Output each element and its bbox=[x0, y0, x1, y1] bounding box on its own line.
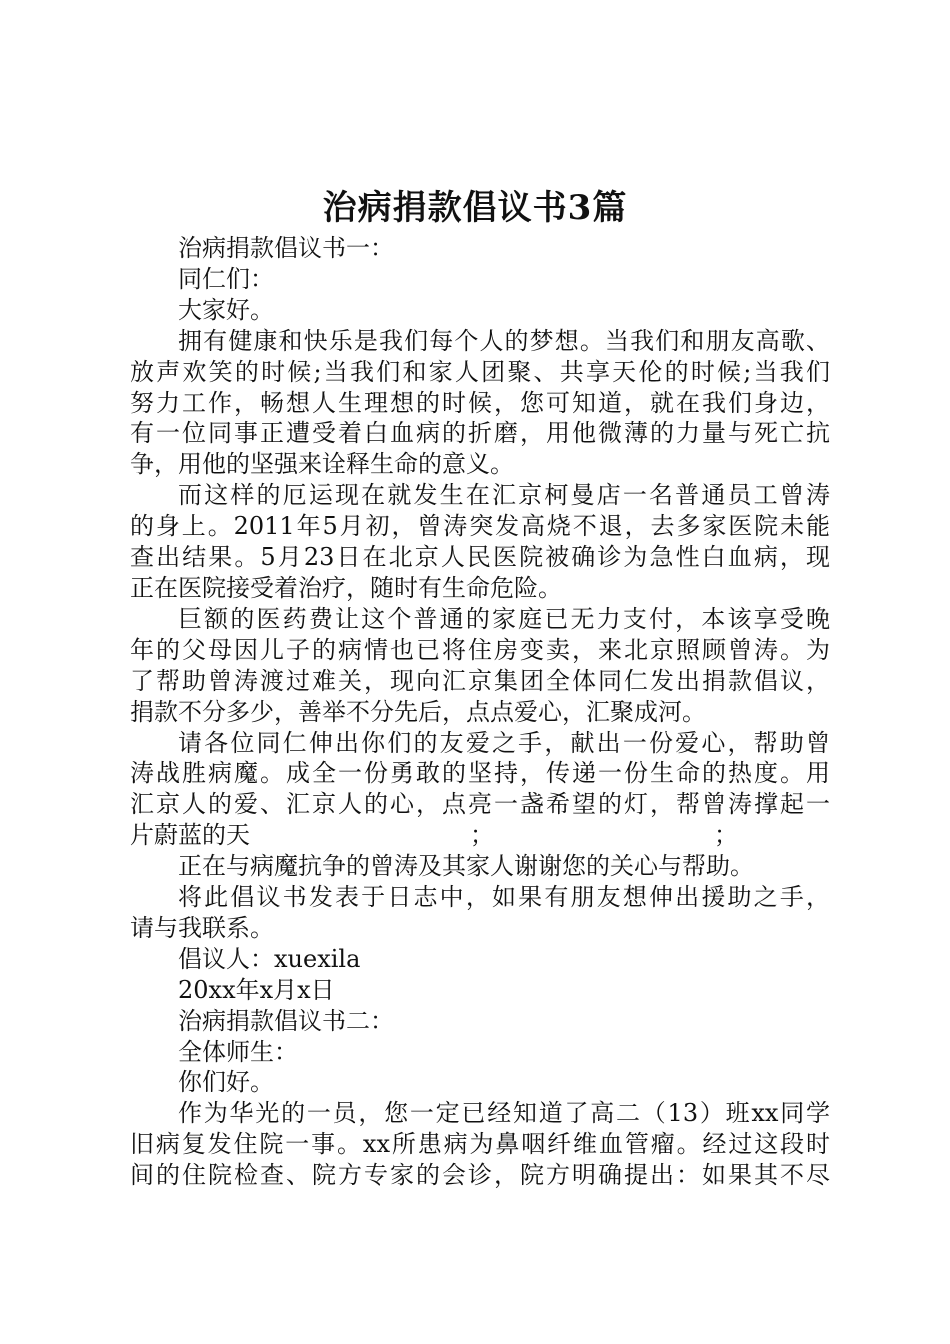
paragraph-line: 间的住院检查、院方专家的会诊，院方明确提出：如果其不尽 bbox=[130, 1161, 830, 1190]
paragraph-line: 了帮助曾涛渡过难关，现向汇京集团全体同仁发出捐款倡议， bbox=[130, 666, 830, 695]
greeting-2: 你们好。 bbox=[178, 1068, 274, 1097]
paragraph-line bbox=[130, 820, 830, 851]
paragraph-line: 正在与病魔抗争的曾涛及其家人谢谢您的关心与帮助。 bbox=[178, 852, 754, 881]
paragraph-line: 拥有健康和快乐是我们每个人的梦想。当我们和朋友高歌、 bbox=[178, 326, 830, 355]
paragraph-line: 正在医院接受着治疗，随时有生命危险。 bbox=[130, 573, 562, 602]
salutation-1: 同仁们： bbox=[178, 264, 274, 293]
paragraph-line: 查出结果。5月23日在北京人民医院被确诊为急性白血病，现 bbox=[130, 543, 830, 572]
paragraph-line: 争，用他的坚强来诠释生命的意义。 bbox=[130, 450, 514, 479]
semicolon-mark: ； bbox=[714, 821, 738, 850]
paragraph-line: 年的父母因儿子的病情也已将住房变卖，来北京照顾曾涛。为 bbox=[130, 635, 830, 664]
paragraph-line: 涛战胜病魔。成全一份勇敢的坚持，传递一份生命的热度。用 bbox=[130, 759, 830, 788]
paragraph-line: 捐款不分多少，善举不分先后，点点爱心，汇聚成河。 bbox=[130, 697, 706, 726]
document-title: 治病捐款倡议书3篇 bbox=[322, 188, 628, 228]
paragraph-line: 而这样的厄运现在就发生在汇京柯曼店一名普通员工曾涛 bbox=[178, 481, 830, 510]
document-body bbox=[130, 233, 830, 1191]
paragraph-line: 有一位同事正遭受着白血病的折磨，用他微薄的力量与死亡抗 bbox=[130, 419, 830, 448]
paragraph-line: 旧病复发住院一事。xx所患病为鼻咽纤维血管瘤。经过这段时 bbox=[130, 1130, 830, 1159]
paragraph-line: 放声欢笑的时候;当我们和家人团聚、共享天伦的时候;当我们 bbox=[130, 357, 830, 386]
paragraph-line: 作为华光的一员，您一定已经知道了高二（13）班xx同学 bbox=[178, 1099, 830, 1128]
paragraph-line: 汇京人的爱、汇京人的心，点亮一盏希望的灯，帮曾涛撑起一 bbox=[130, 790, 830, 819]
date-line: 20xx年x月x日 bbox=[178, 975, 335, 1004]
paragraph-line: 巨额的医药费让这个普通的家庭已无力支付，本该享受晚 bbox=[178, 604, 830, 633]
paragraph-line: 将此倡议书发表于日志中，如果有朋友想伸出援助之手， bbox=[178, 883, 830, 912]
paragraph-fragment: 片蔚蓝的天 bbox=[130, 821, 250, 850]
greeting-1: 大家好。 bbox=[178, 295, 274, 324]
semicolon-mark: ； bbox=[470, 821, 494, 850]
section-heading-2: 治病捐款倡议书二： bbox=[178, 1006, 394, 1035]
paragraph-line: 努力工作，畅想人生理想的时候，您可知道，就在我们身边， bbox=[130, 388, 830, 417]
salutation-2: 全体师生： bbox=[178, 1037, 298, 1066]
paragraph-line: 请与我联系。 bbox=[130, 913, 274, 942]
section-heading-1: 治病捐款倡议书一： bbox=[178, 234, 394, 262]
signature-line: 倡议人：xuexila bbox=[178, 944, 361, 973]
paragraph-line: 请各位同仁伸出你们的友爱之手，献出一份爱心，帮助曾 bbox=[178, 728, 830, 757]
paragraph-line: 的身上。2011年5月初，曾涛突发高烧不退，去多家医院未能 bbox=[130, 512, 830, 541]
